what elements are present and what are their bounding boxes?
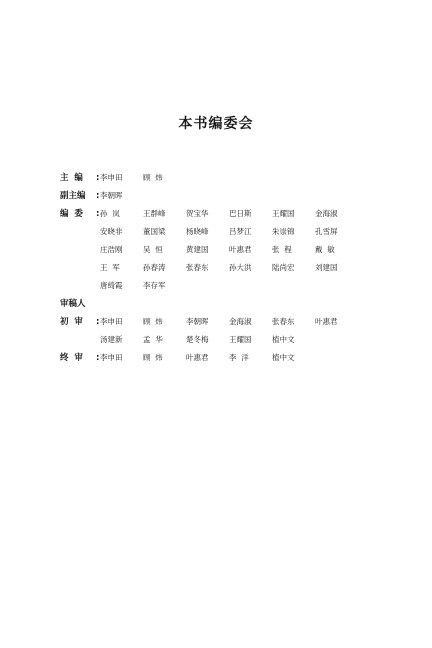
member-name: 刘建国: [315, 263, 338, 272]
member-name: 王耀国: [272, 209, 295, 218]
member-name: 吕梦江: [229, 227, 252, 236]
editorial-board-row: [60, 205, 390, 223]
member-name: 叶惠君: [315, 317, 338, 326]
name-list: [100, 259, 358, 277]
role-label: 终 审: [60, 353, 83, 363]
editorial-board-row: [60, 259, 390, 277]
editor-in-chief-row: [60, 169, 390, 187]
page-title: 本书编委会: [178, 116, 254, 132]
member-name: 楚冬梅: [186, 335, 209, 344]
member-name: 李 洋: [229, 353, 249, 362]
member-name: 叶惠君: [186, 353, 209, 362]
member-name: 杨晓峰: [186, 227, 209, 236]
member-name: 巴日斯: [229, 209, 252, 218]
role-separator: :: [96, 209, 100, 219]
reviewers-heading: 审稿人: [60, 299, 86, 309]
member-name: 张 程: [272, 245, 292, 254]
member-name: 顾 炜: [143, 353, 163, 362]
member-name: 顾 炜: [143, 173, 163, 182]
name-list: [100, 223, 358, 241]
member-name: 孙 岚: [100, 209, 120, 218]
editorial-board-row: [60, 223, 390, 241]
member-name: 王耀国: [229, 335, 252, 344]
member-name: 李朝晖: [100, 191, 123, 200]
member-name: 李申田: [100, 317, 123, 326]
name-list: [100, 313, 358, 331]
name-list: [100, 349, 358, 367]
member-name: 黄建国: [186, 245, 209, 254]
member-name: 王 军: [100, 263, 120, 272]
member-name: 孙春涛: [143, 263, 166, 272]
member-name: 李申田: [100, 353, 123, 362]
member-name: 张春东: [272, 317, 295, 326]
member-name: 孙大洪: [229, 263, 252, 272]
member-name: 李存军: [143, 281, 166, 290]
name-list: [100, 277, 358, 295]
name-list: [100, 187, 358, 205]
member-name: 陆尚宏: [272, 263, 295, 272]
member-name: 金海淑: [229, 317, 252, 326]
member-name: 孟 华: [143, 335, 163, 344]
name-list: [100, 169, 358, 187]
name-list: [100, 241, 358, 259]
member-name: 李朝晖: [186, 317, 209, 326]
committee-list: [60, 169, 390, 367]
member-name: 王群峰: [143, 209, 166, 218]
member-name: 戴 敏: [315, 245, 335, 254]
member-name: 植中文: [272, 353, 295, 362]
member-name: 叶惠君: [229, 245, 252, 254]
role-label: 主 编: [60, 173, 83, 183]
member-name: 朱崇锦: [272, 227, 295, 236]
final-review-row: [60, 349, 390, 367]
role-separator: :: [96, 353, 100, 363]
member-name: 贺宝华: [186, 209, 209, 218]
role-separator: :: [96, 191, 100, 201]
name-list: [100, 205, 358, 223]
member-name: 唐绮霞: [100, 281, 123, 290]
name-list: [100, 331, 358, 349]
member-name: 庄浩刚: [100, 245, 123, 254]
first-review-row: [60, 331, 390, 349]
member-name: 金海淑: [315, 209, 338, 218]
role-label: 编 委: [60, 209, 83, 219]
deputy-editor-row: [60, 187, 390, 205]
member-name: 李申田: [100, 173, 123, 182]
member-name: 汤建新: [100, 335, 123, 344]
role-label: 副主编: [60, 191, 86, 201]
member-name: 孔雪屏: [315, 227, 338, 236]
member-name: 吴 恒: [143, 245, 163, 254]
role-label: 初 审: [60, 317, 83, 327]
member-name: 安晓非: [100, 227, 123, 236]
role-separator: :: [96, 317, 100, 327]
member-name: 顾 炜: [143, 317, 163, 326]
first-review-row: [60, 313, 390, 331]
editorial-board-row: [60, 241, 390, 259]
member-name: 张春东: [186, 263, 209, 272]
member-name: 董国梁: [143, 227, 166, 236]
role-separator: :: [96, 173, 100, 183]
member-name: 植中文: [272, 335, 295, 344]
editorial-board-row: [60, 277, 390, 295]
